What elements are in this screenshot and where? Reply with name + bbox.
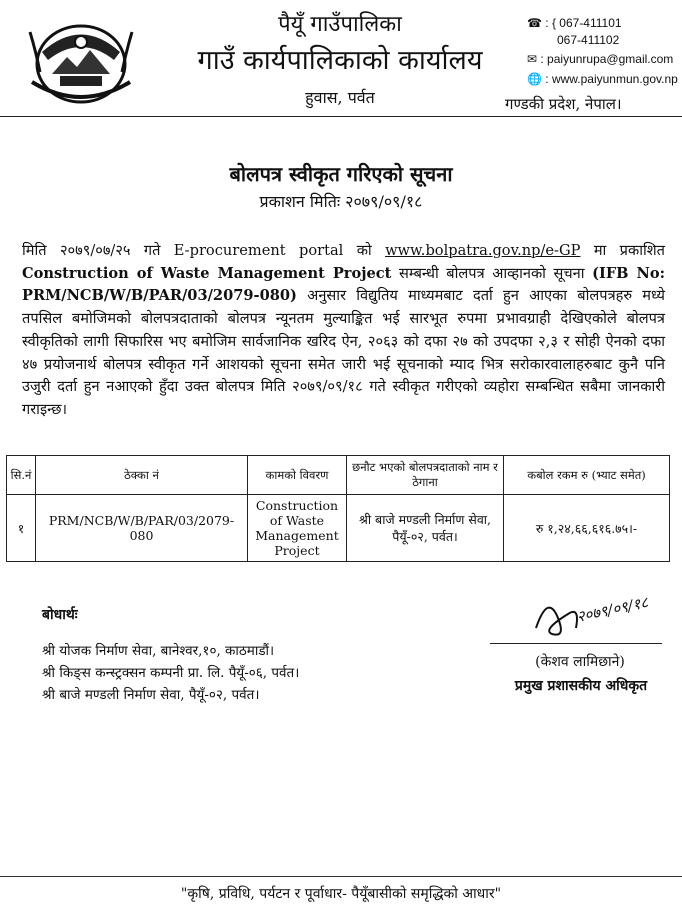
bolpatra-link[interactable]: www.bolpatra.gov.np/e-GP bbox=[385, 242, 581, 259]
body-text-4: अनुसार विद्युतिय माध्यमबाट दर्ता हुन आएका बोलपत्रहरु मध्ये तपसिल बमोजिमको बोलपत्रदाताको बोलपत्र न्यूनतम मुल्याङ्कित भई सारभूत रुपमा प्रभावग्राही देखिएकोले बोलपत्र स्वीकृतिको लागी सिफारिस भए बमोजिम सार्वजानिक खरिद ऐन, २०६३ को दफा २७ को उपदफा २,३ र सोही ऐनको दफा ४७ प्रयोजनार्थ बोलपत्र स्वीकृत गर्ने आशयको सूचना समेत जारी भई सूचनाको म्याद भित्र सरोकारवालाहरुबाट कुनै पनि उजुरी दर्ता हुन नआएको हुँदा उक्त बोलपत्र मिति २०७९/०९/१८ गते स्वीकृत गरीएको व्यहोरा सम्बन्धित सबैमा जानकारी गराइन्छ। bbox=[22, 287, 665, 418]
col-header-contract-no: ठेक्का नं bbox=[36, 456, 248, 495]
col-header-sn: सि.नं bbox=[7, 456, 36, 495]
email-address: ✉ : paiyunrupa@gmail.com bbox=[527, 52, 674, 66]
footer-slogan: "कृषि, प्रविधि, पर्यटन र पूर्वाधार- पैयूँबासीको समृद्धिको आधार" bbox=[180, 886, 502, 902]
body-text-2: मा प्रकाशित bbox=[580, 242, 665, 259]
col-header-work-description: कामको विवरण bbox=[248, 456, 347, 495]
cc-item: श्री योजक निर्माण सेवा, बानेश्वर,१०, काठमाडौं। bbox=[42, 643, 275, 659]
signature-date: २०७९/०९/१८ bbox=[575, 593, 650, 626]
phone-number-1: ☎ : { 067-411101 bbox=[527, 16, 622, 30]
publish-date: प्रकाशन मितिः २०७९/०९/१८ bbox=[259, 192, 423, 211]
phone-number-2: 067-411102 bbox=[557, 33, 620, 47]
signature-icon bbox=[528, 588, 668, 648]
project-name: Construction of Waste Management Project bbox=[22, 264, 392, 282]
body-text-3: सम्बन्धी बोलपत्र आव्हानको सूचना bbox=[391, 264, 593, 282]
office-name: गाउँ कार्यपालिकाको कार्यालय bbox=[197, 45, 483, 76]
award-table bbox=[6, 455, 670, 562]
cc-item: श्री बाजे मण्डली निर्माण सेवा, पैयूँ-०२, पर्वत। bbox=[42, 687, 260, 703]
table-header-row bbox=[7, 456, 670, 495]
municipality-name: पैयूँ गाउँपालिका bbox=[278, 12, 402, 37]
signatory-designation: प्रमुख प्रशासकीय अधिकृत bbox=[514, 678, 648, 694]
notice-body bbox=[22, 240, 665, 422]
province-name: गण्डकी प्रदेश, नेपाल। bbox=[505, 95, 622, 113]
col-header-bidder: छनौट भएको बोलपत्रदाताको नाम र ठेगाना bbox=[347, 456, 504, 495]
website-address: 🌐 : www.paiyunmun.gov.np bbox=[527, 72, 678, 86]
signatory-name: (केशव लामिछाने) bbox=[535, 654, 625, 670]
cell-work-description: Construction of Waste Management Project bbox=[248, 495, 347, 562]
office-location: हुवास, पर्वत bbox=[305, 88, 375, 107]
cc-item: श्री किङ्स कन्स्ट्रक्सन कम्पनी प्रा. लि. पैयूँ-०६, पर्वत। bbox=[42, 665, 300, 681]
cell-contract-no: PRM/NCB/W/B/PAR/03/2079-080 bbox=[36, 495, 248, 562]
cell-sn: १ bbox=[7, 495, 36, 562]
table-row bbox=[7, 495, 670, 562]
cc-heading: बोधार्थः bbox=[42, 607, 78, 623]
header-divider bbox=[0, 116, 682, 117]
body-text-1: मिति २०७९/०७/२५ गते E-procurement portal को bbox=[22, 242, 386, 259]
signature-line bbox=[490, 643, 662, 644]
government-emblem-icon bbox=[22, 12, 140, 112]
cell-bidder: श्री बाजे मण्डली निर्माण सेवा, पैयूँ-०२, पर्वत। bbox=[347, 495, 504, 562]
notice-title: बोलपत्र स्वीकृत गरिएको सूचना bbox=[229, 162, 453, 186]
col-header-amount: कबोल रकम रु (भ्याट समेत) bbox=[504, 456, 670, 495]
cell-amount: रु १,२४,६६,६१६.७५।- bbox=[504, 495, 670, 562]
ifb-number: (IFB No: PRM/NCB/W/B/PAR/03/2079-080) bbox=[22, 264, 665, 305]
footer-divider bbox=[0, 876, 682, 877]
